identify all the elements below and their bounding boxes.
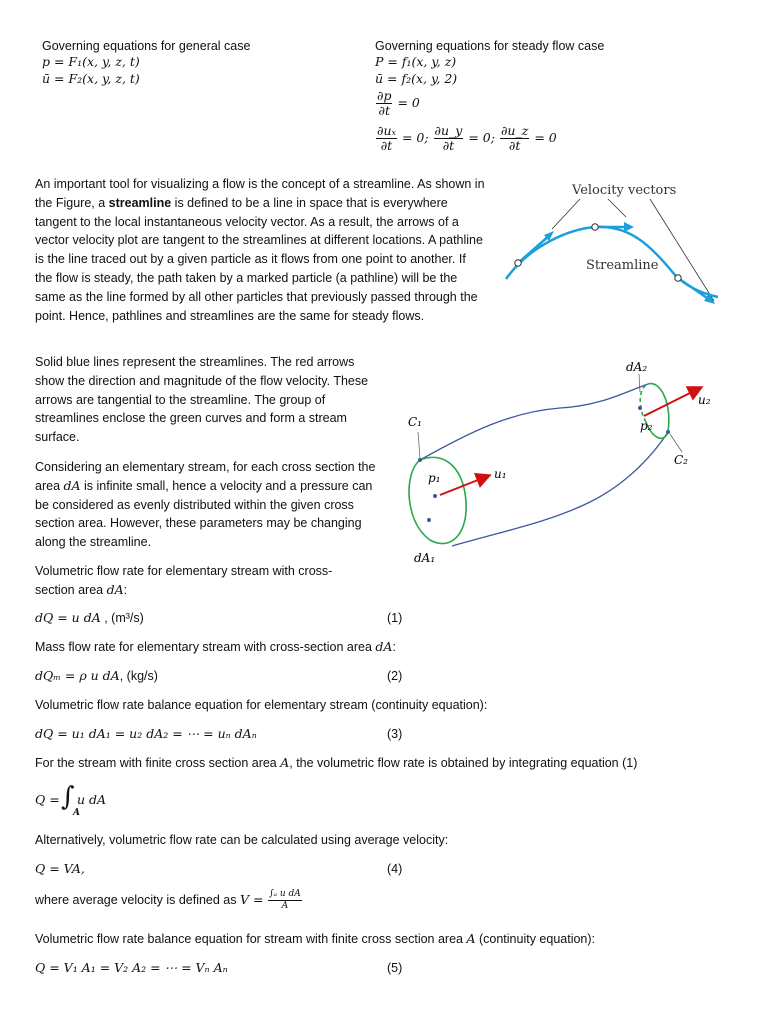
frac-den: ∂t: [378, 103, 390, 118]
velocity-vectors-label: Velocity vectors: [572, 183, 677, 198]
frac-num: ∂p: [377, 88, 392, 103]
label-p1: p₁: [428, 471, 441, 485]
eq-end: = 0: [534, 130, 557, 145]
streamline-top: [420, 384, 648, 460]
eq-sep: = 0;: [468, 130, 495, 145]
velocity-vector-head: [624, 222, 634, 232]
integral-subscript: A: [73, 808, 80, 818]
integral-sign: ∫: [61, 782, 75, 812]
streamline-label: Streamline: [586, 258, 659, 273]
steady-eq-dudt: [375, 124, 557, 153]
eq1-unit: , (m³/s): [100, 611, 144, 625]
finite-area-sentence: [35, 754, 637, 772]
eq5-formula: Q = V₁ A₁ = V₂ A₂ = ⋯ = Vₙ Aₙ: [35, 960, 228, 975]
s7-var: A: [466, 931, 476, 946]
label-C1: C₁: [408, 415, 422, 429]
label-u2: u₂: [698, 393, 711, 407]
streamline-bottom: [452, 432, 668, 546]
eq-sep: = 0;: [401, 130, 429, 145]
int-lhs: Q =: [35, 792, 60, 807]
elementary-stream-paragraph: [35, 458, 380, 552]
s1-text-a: Volumetric flow rate for elementary stream with cross-section area: [35, 564, 333, 597]
frac-den: ∂t: [380, 138, 393, 153]
frac-num-uz: ∂u_z: [500, 123, 529, 138]
equation-4: [35, 860, 435, 878]
general-eq-pressure: p = F₁(x, y, z, t): [42, 54, 140, 69]
eq1-formula: dQ = u dA: [35, 610, 101, 625]
para3-var-dA: dA: [63, 477, 81, 493]
s6-frac-num: ∫ₐ u dA: [268, 889, 301, 899]
leader-line: [608, 199, 626, 217]
label-C2: C₂: [674, 453, 688, 467]
velocity-arrow-u1: [440, 476, 488, 495]
average-velocity-sentence: Alternatively, volumetric flow rate can be calculated using average velocity:: [35, 833, 449, 847]
eq3-formula: dQ = u₁ dA₁ = u₂ dA₂ = ⋯ = uₙ dAₙ: [35, 726, 257, 741]
point-p2: [638, 406, 642, 410]
eq4-formula: Q = VA,: [35, 861, 85, 876]
frac-den: ∂t: [508, 138, 521, 153]
equation-1: [35, 609, 435, 627]
para1-text-a: An important tool for visualizing a flow is the concept of a streamline. As shown in the Figure, a: [35, 177, 485, 210]
point-p1: [433, 494, 437, 498]
para1-text-b: is defined to be a line in space that is everywhere tangent to the local instantaneous velocity vector. As a result, the arrows of a vector velocity plot are tangent to the streamlines at different locations. A pathline is the line traced out by a given particle as it flows from one point to another. If the flow is steady, the path taken by a marked particle (a pathline) will be the same as the line formed by all other particles that previously passed through the point. Hence, pathlines and streamlines are the same for steady flows.: [35, 195, 483, 323]
leader-line: [670, 434, 682, 452]
streamlines-description: Solid blue lines represent the streamlines. The red arrows show the direction and magnitude of the flow velocity. These arrows are tangential to the streamline. The group of streamlines enclose the green curves and form a stream surface.: [35, 355, 369, 445]
s2-text-b: :: [392, 640, 396, 654]
s4-var: A: [280, 755, 290, 770]
frac-num-ux: ∂uₓ: [377, 123, 396, 138]
label-dA1: dA₁: [414, 551, 436, 565]
label-dA2: dA₂: [626, 360, 648, 374]
particle-point: [675, 275, 681, 281]
integral-equation: [35, 782, 155, 818]
steady-eq-velocity: ū = f₂(x, y, 2): [375, 71, 458, 86]
label-p2: p₂: [640, 419, 653, 433]
para3-text-a: Considering an elementary stream, for each cross section the area: [35, 460, 376, 493]
s4-text-b: , the volumetric flow rate is obtained by integrating equation (1): [289, 756, 638, 770]
s2-var: dA: [375, 639, 393, 654]
velocity-arrow-u2: [644, 388, 700, 416]
para3-text-b: is infinite small, hence a velocity and a pressure can be considered as evenly distributed within the given cross section area. However, these parameters may be changing along the streamline.: [35, 478, 373, 550]
streamline-figure: [500, 175, 740, 315]
s6-lhs: V =: [239, 891, 264, 907]
eq3-number: (3): [387, 727, 403, 741]
leader-line: [639, 374, 640, 392]
equation-3: [35, 725, 435, 743]
velocity-vector: [678, 278, 710, 300]
velocity-vector: [518, 235, 550, 263]
cross-section-2-hidden: [640, 384, 648, 422]
s2-text-a: Mass flow rate for elementary stream with cross-section area: [35, 640, 376, 654]
leader-line: [650, 199, 714, 301]
label-u1: u₁: [494, 467, 507, 481]
frac-num-uy: ∂u_y: [434, 123, 463, 138]
s7-text-a: Volumetric flow rate balance equation for stream with finite cross section area: [35, 932, 467, 946]
point-dA1: [427, 518, 431, 522]
steady-eq-pressure: P = f₁(x, y, z): [375, 54, 457, 69]
eq2-formula: dQₘ = ρ u dA: [35, 668, 120, 683]
point-C1: [418, 458, 422, 462]
mass-flow-sentence: [35, 638, 396, 656]
s6-frac-den: A: [281, 901, 289, 911]
s7-text-b: (continuity equation):: [475, 932, 596, 946]
s1-text-b: :: [123, 582, 128, 597]
continuity-finite-sentence: [35, 930, 595, 948]
eq-zero: = 0: [397, 95, 420, 110]
int-rhs: u dA: [77, 792, 107, 807]
steady-case-title: Governing equations for steady flow case: [375, 39, 605, 53]
eq5-number: (5): [387, 961, 403, 975]
leader-line: [418, 432, 420, 458]
average-velocity-definition: [35, 889, 303, 912]
s1-var: dA: [106, 581, 124, 597]
equation-5: [35, 959, 435, 977]
volumetric-flow-sentence: [35, 562, 365, 600]
eq2-number: (2): [387, 669, 403, 683]
equation-2: [35, 667, 435, 685]
s6-text: where average velocity is defined as: [35, 892, 240, 907]
eq4-number: (4): [387, 862, 403, 876]
eq1-number: (1): [387, 611, 403, 625]
streamline-paragraph: [35, 175, 485, 325]
frac-den: ∂t: [442, 138, 455, 153]
stream-tube-figure: [390, 352, 730, 580]
particle-point: [515, 260, 521, 266]
particle-point: [592, 224, 598, 230]
para1-bold-streamline: streamline: [108, 195, 172, 210]
steady-eq-dpdt: [375, 89, 420, 118]
point-C2: [666, 430, 670, 434]
s4-text-a: For the stream with finite cross section area: [35, 756, 281, 770]
general-case-title: Governing equations for general case: [42, 39, 251, 53]
leader-line: [552, 199, 580, 229]
eq2-unit: , (kg/s): [119, 669, 158, 683]
continuity-elementary-sentence: Volumetric flow rate balance equation for elementary stream (continuity equation):: [35, 698, 488, 712]
general-eq-velocity: ū = F₂(x, y, z, t): [42, 71, 140, 86]
